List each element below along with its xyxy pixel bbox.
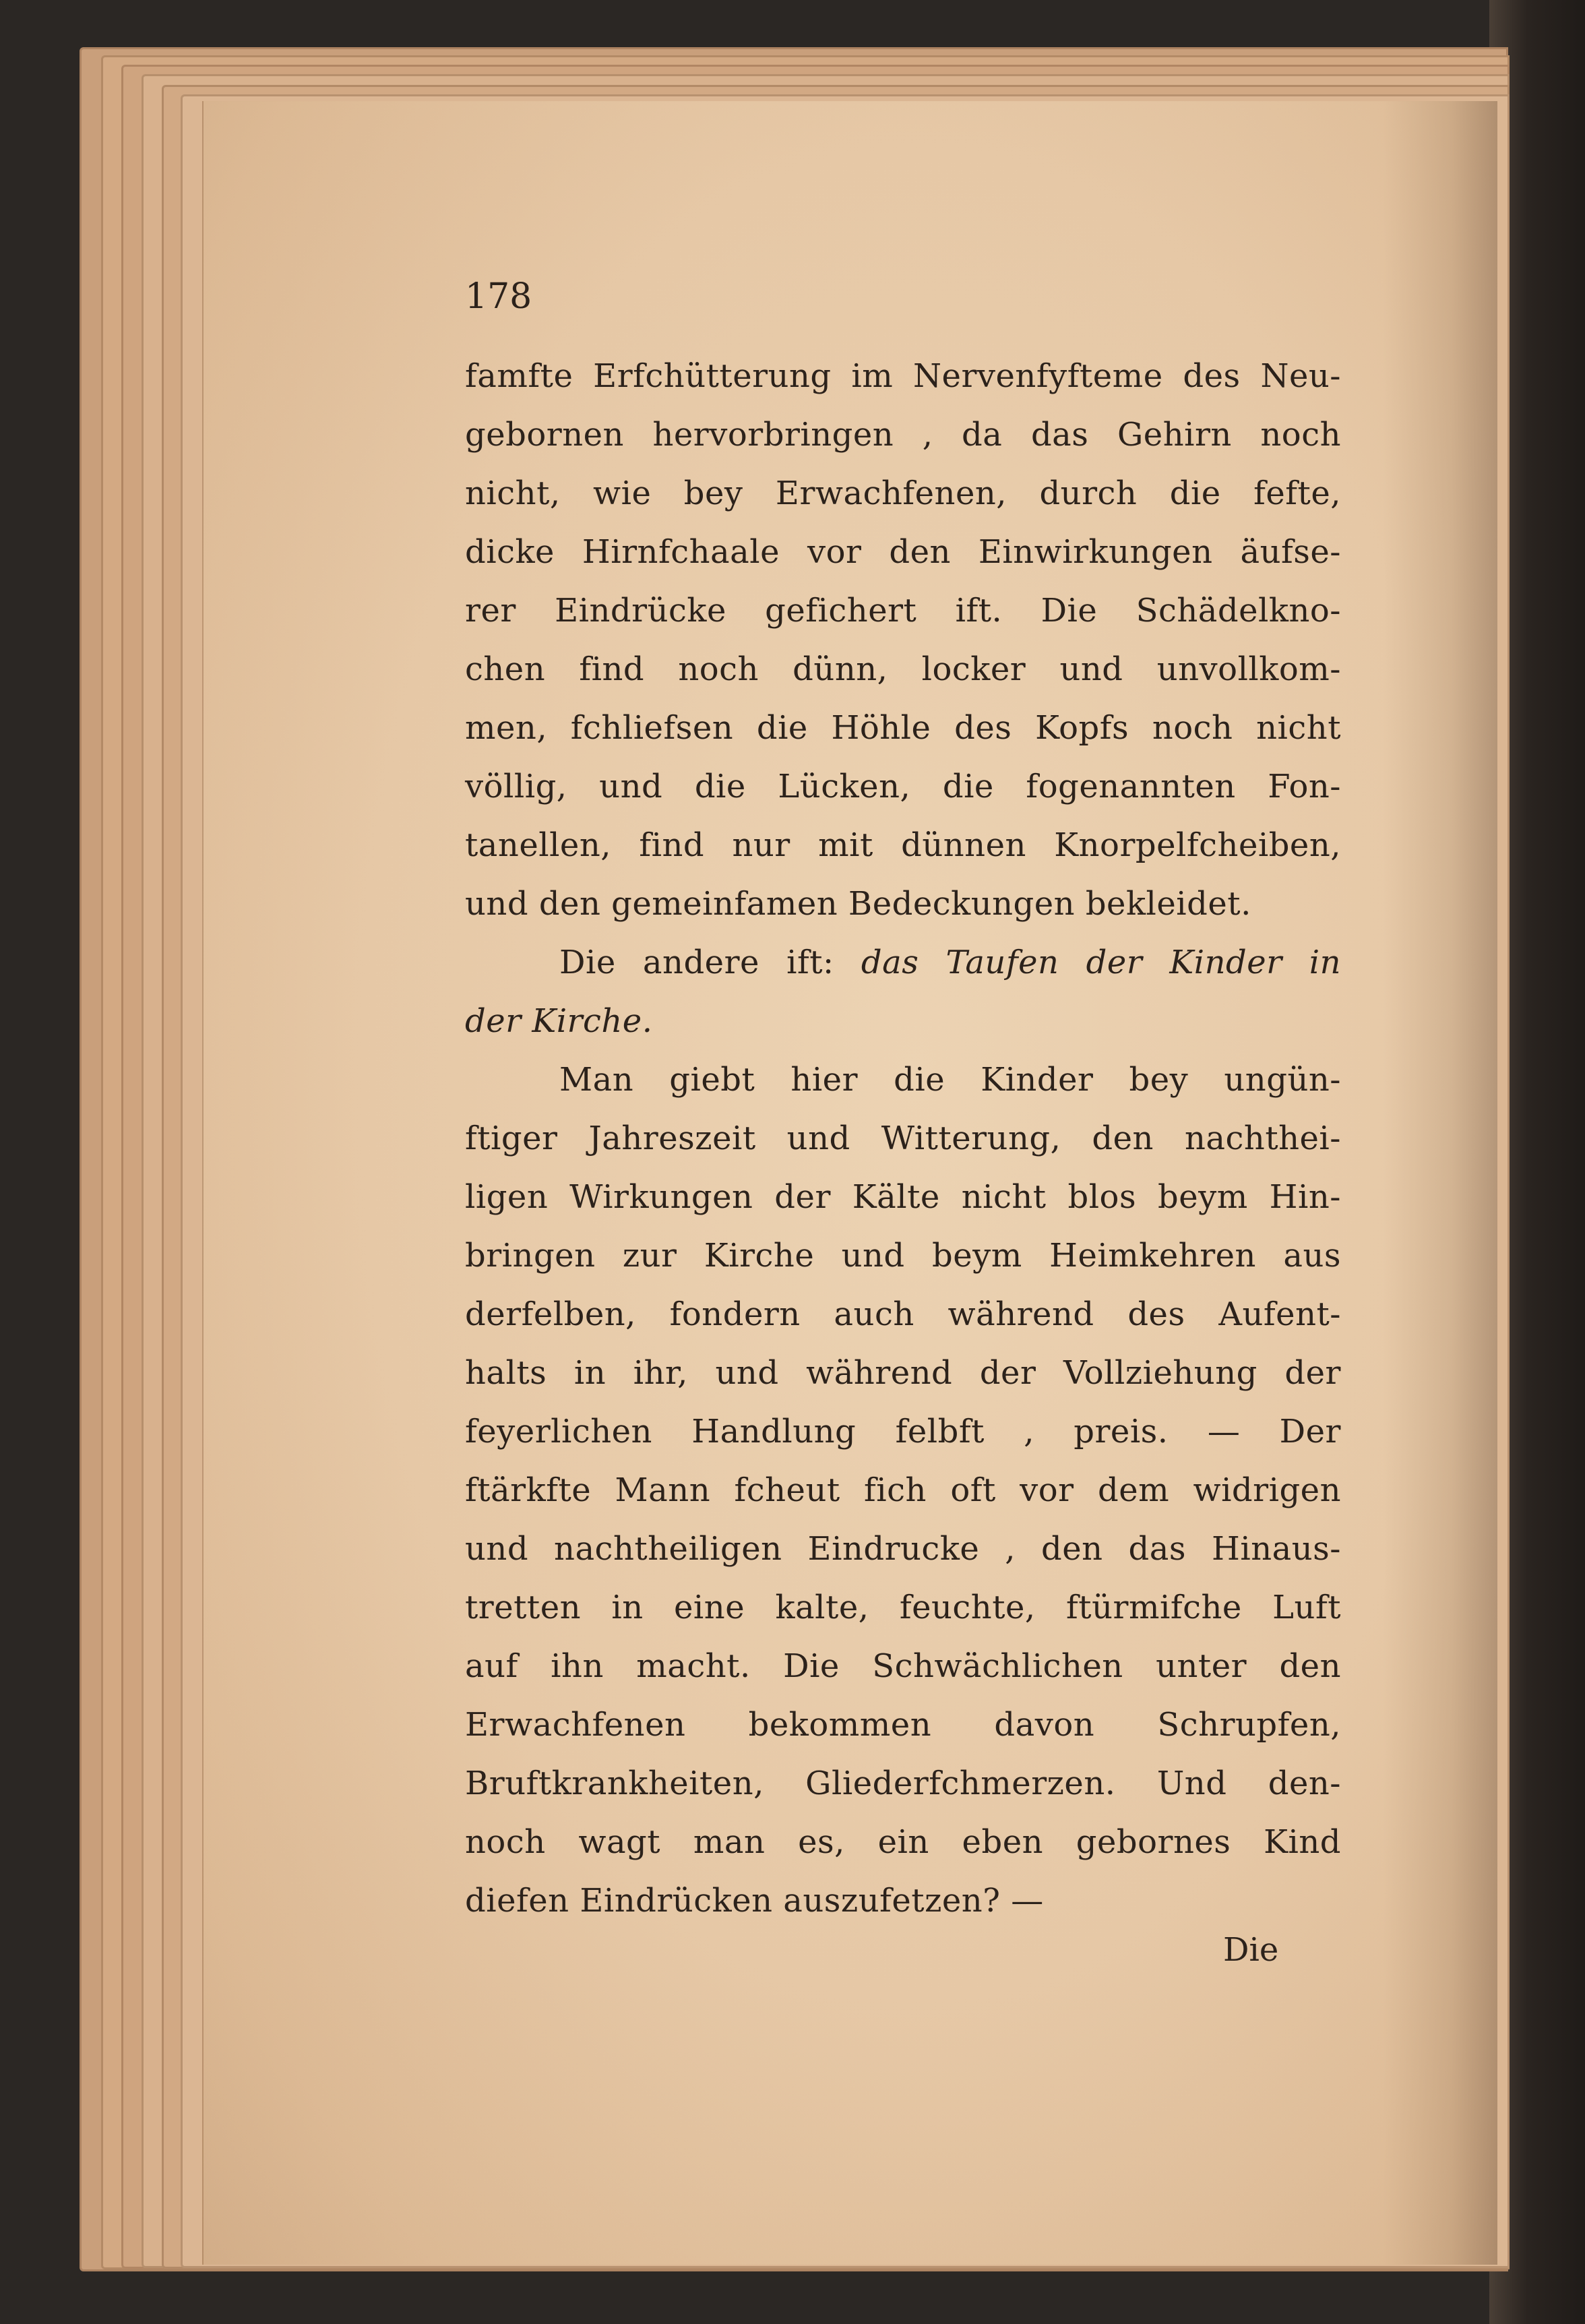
text-line: feyerlichen Handlung felbft , preis. — Der [465,1413,1341,1450]
text-line: dicke Hirnfchaale vor den Einwirkungen äufse- [465,533,1341,571]
catchword: Die [1223,1931,1279,1969]
text-line: tanellen, find nur mit dünnen Knorpelfcheiben, [465,826,1341,864]
text-line: halts in ihr, und während der Vollziehung der [465,1354,1341,1392]
text-line: Bruftkrankheiten, Gliederfchmerzen. Und den- [465,1765,1341,1802]
text-line [465,992,1341,1051]
text-line: famfte Erfchütterung im Nervenfyfteme des Neu- [465,357,1341,395]
italic-phrase: das Taufen der Kinder in [861,944,1342,981]
text-line: Man giebt hier die Kinder bey ungün- [559,1061,1341,1099]
text-line: chen find noch dünn, locker und unvollkom- [465,650,1341,688]
text-line: derfelben, fondern auch während des Aufent- [465,1295,1341,1333]
text-line: und nachtheiligen Eindrucke , den das Hinaus- [465,1530,1341,1568]
text-line: diefen Eindrücken auszufetzen? — [465,1882,1044,1920]
page-body [465,347,1341,1930]
text-line: ligen Wirkungen der Kälte nicht blos beym Hin- [465,1178,1341,1216]
paragraph-intro: Die andere ift: [559,944,861,981]
text-line [465,934,1341,992]
text-line: bringen zur Kirche und beym Heimkehren aus [465,1237,1341,1275]
italic-phrase: der Kirche. [465,1002,653,1040]
text-line: völlig, und die Lücken, die fogenannten Fon- [465,768,1341,805]
text-line: nicht, wie bey Erwachfenen, durch die fefte, [465,475,1341,512]
text-line: men, fchliefsen die Höhle des Kopfs noch nicht [465,709,1341,747]
page-number: 178 [465,276,532,317]
text-line: rer Eindrücke gefichert ift. Die Schädelkno- [465,592,1341,630]
text-line: tretten in eine kalte, feuchte, ftürmifche Luft [465,1589,1341,1626]
text-line: Erwachfenen bekommen davon Schrupfen, [465,1706,1341,1744]
text-line: ftiger Jahreszeit und Witterung, den nachthei- [465,1120,1341,1157]
text-line: noch wagt man es, ein eben gebornes Kind [465,1823,1341,1861]
text-line: und den gemeinfamen Bedeckungen bekleidet. [465,885,1251,923]
text-line: ftärkfte Mann fcheut fich oft vor dem widrigen [465,1471,1341,1509]
text-line: gebornen hervorbringen , da das Gehirn noch [465,416,1341,454]
text-line: auf ihn macht. Die Schwächlichen unter den [465,1647,1341,1685]
